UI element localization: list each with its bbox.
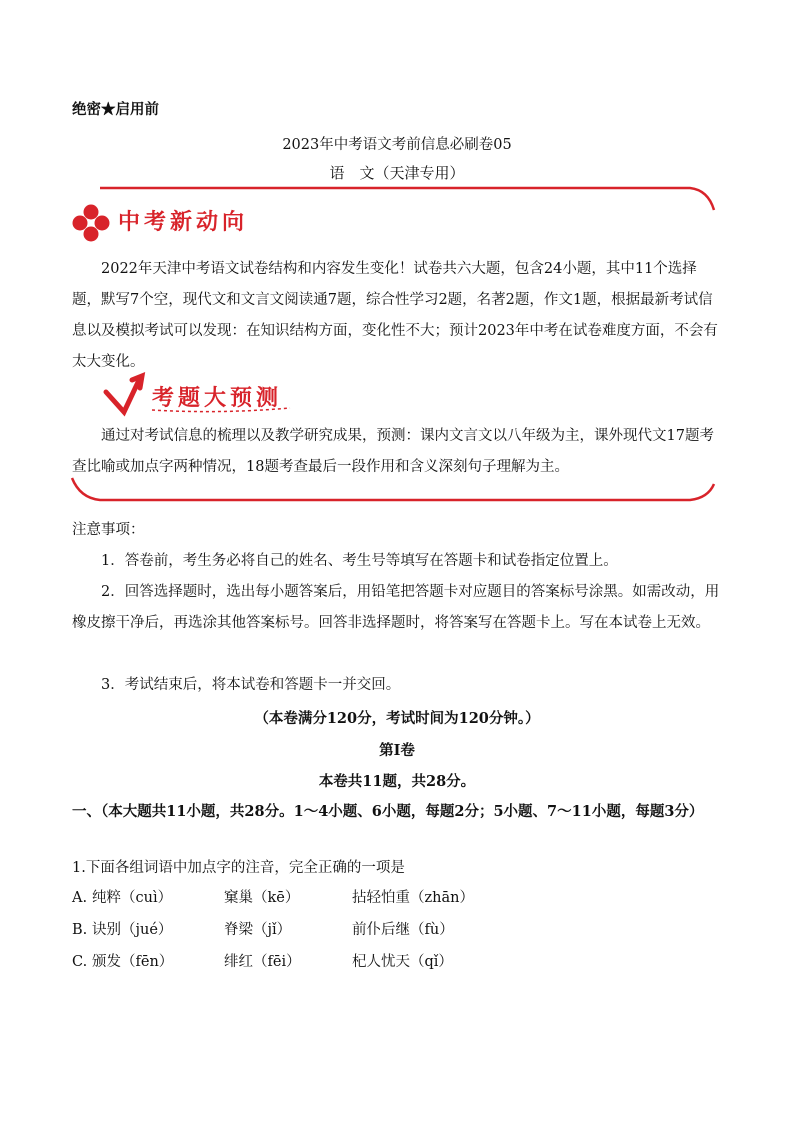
note-item-3: 3．考试结束后，将本试卷和答题卡一并交回。	[101, 677, 401, 693]
volume-info: 本卷共11题，共28分。	[318, 773, 476, 790]
trends-heading: 中考新动向	[118, 210, 249, 235]
clover-icon	[73, 205, 110, 242]
trends-text: 2022年天津中考语文试卷结构和内容发生变化！试卷共六大题，包含24小题，其中11个选择题，默写7个空，现代文和文言文阅读通7题，综合性学习2题，名著2题，作文1题，根据最新考试信息以及模拟考试可以发现：在知识结构方面，变化性不大；预计2023年中考在试卷难度方面，不会有太大变化。	[72, 261, 718, 370]
note-item-1: 1．答卷前，考生务必将自己的姓名、考生号等填写在答题卡和试卷指定位置上。	[101, 553, 618, 569]
option-label: A.	[72, 890, 88, 906]
option-word: 纯粹（cuì）	[92, 890, 173, 906]
exam-subtitle: 语 文（天津专用）	[329, 164, 465, 182]
exam-title: 2023年中考语文考前信息必刷卷05	[282, 137, 512, 153]
score-line: （本卷满分120分，考试时间为120分钟。）	[254, 710, 540, 727]
option-word: 窠巢（kē）	[224, 890, 300, 906]
note-item-2: 2．回答选择题时，选出每小题答案后，用铅笔把答题卡对应题目的答案标号涂黑。如需改动，用橡皮擦干净后，再选涂其他答案标号。回答非选择题时，将答案写在答题卡上。写在本试卷上无效。	[72, 584, 720, 631]
notes-title: 注意事项：	[72, 522, 145, 538]
option-word: 脊梁（jǐ）	[224, 922, 292, 938]
option-word: 绯红（fēi）	[224, 954, 301, 970]
option-word: 颁发（fēn）	[92, 954, 174, 970]
question-1-stem: 1.下面各组词语中加点字的注音，完全正确的一项是	[72, 860, 405, 876]
prediction-text: 通过对考试信息的梳理以及教学研究成果，预测：课内文言文以八年级为主，课外现代文17题考查比喻或加点字两种情况，18题考查最后一段作用和含义深刻句子理解为主。	[72, 428, 714, 475]
option-label: B.	[72, 922, 88, 938]
option-word: 杞人忧天（qǐ）	[352, 954, 453, 970]
prediction-heading: 考题大预测	[152, 386, 283, 411]
confidential-mark: 绝密★启用前	[72, 101, 159, 118]
volume-title: 第Ⅰ卷	[379, 742, 415, 759]
option-word: 前仆后继（fù）	[352, 922, 454, 938]
section-heading: 一、（本大题共11小题，共28分。1～4小题、6小题，每题2分；5小题、7～11小题，每题3分）	[72, 803, 704, 820]
option-word: 拈轻怕重（zhān）	[352, 890, 474, 906]
target-arrow-icon	[106, 376, 142, 412]
option-label: C.	[72, 954, 88, 970]
option-word: 诀别（jué）	[92, 922, 173, 938]
